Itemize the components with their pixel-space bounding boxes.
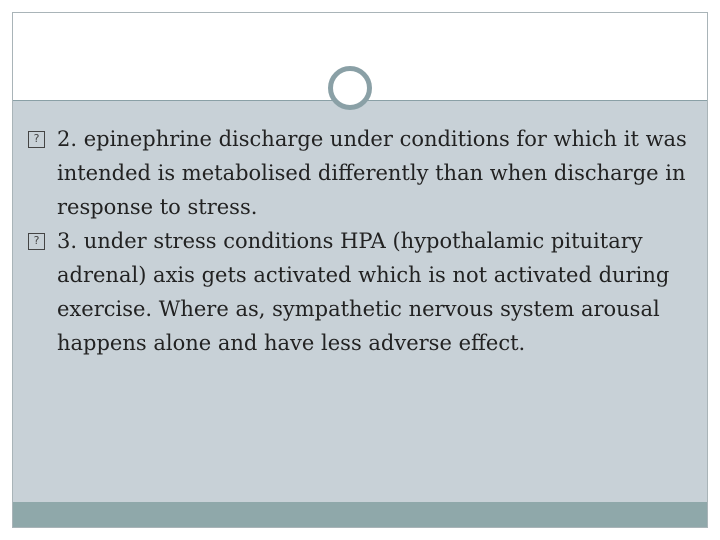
bullet-text: 3. under stress conditions HPA (hypothalamic pituitary adrenal) axis gets activated which is not activated during exercise. Where as, sympathetic nervous system arousal happens alone and have less adverse effect. — [57, 229, 670, 355]
bullet-item — [28, 122, 688, 224]
bullet-item — [28, 224, 688, 360]
bullet-list — [28, 122, 688, 360]
bullet-box-icon: ? — [28, 131, 45, 148]
footer-band — [13, 502, 707, 527]
circle-ornament — [328, 66, 372, 110]
bullet-box-icon: ? — [28, 233, 45, 250]
bullet-text: 2. epinephrine discharge under conditions for which it was intended is metabolised differently than when discharge in response to stress. — [57, 127, 687, 219]
